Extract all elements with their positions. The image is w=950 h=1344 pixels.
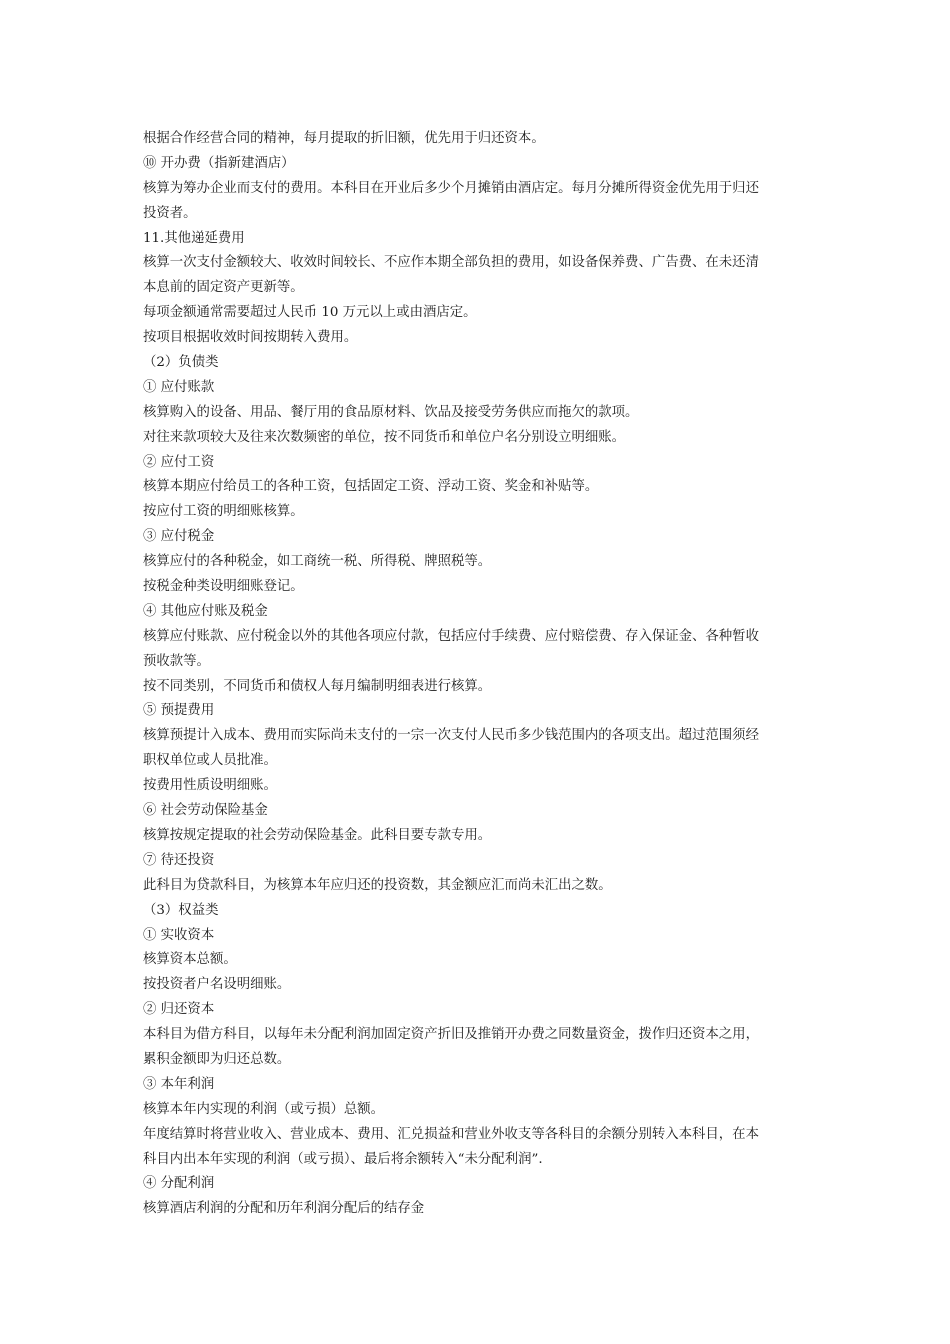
text-line: 核算本年内实现的利润（或亏损）总额。 (143, 1101, 385, 1117)
text-line: 按费用性质设明细账。 (143, 778, 277, 794)
text-line: 此科目为贷款科目，为核算本年应归还的投资数，其金额应汇而尚未汇出之数。 (143, 877, 612, 893)
text-line: 投资者。 (143, 205, 197, 221)
text-line: 核算购入的设备、用品、餐厅用的食品原材料、饮品及接受劳务供应而拖欠的款项。 (143, 404, 639, 420)
item-heading: ⑩ 开办费（指新建酒店） (143, 155, 295, 171)
text-line: 按应付工资的明细账核算。 (143, 504, 304, 520)
text-line: 核算本期应付给员工的各种工资，包括固定工资、浮动工资、奖金和补贴等。 (143, 479, 599, 495)
text-line: 核算酒店利润的分配和历年利润分配后的结存金 (143, 1201, 425, 1217)
item-heading: ④ 其他应付账及税金 (143, 603, 268, 619)
text-line: 核算应付的各种税金，如工商统一税、所得税、牌照税等。 (143, 554, 492, 570)
text-line: 核算应付账款、应付税金以外的其他各项应付款，包括应付手续费、应付赔偿费、存入保证金、各种暂收 (143, 628, 759, 644)
text-line: 核算资本总额。 (143, 952, 237, 968)
text-line: 本科目为借方科目，以每年未分配利润加固定资产折旧及推销开办费之同数量资金，拨作归还资本之用， (143, 1027, 759, 1043)
text-line: 对往来款项较大及往来次数频密的单位，按不同货币和单位户名分别设立明细账。 (143, 429, 626, 445)
item-heading: ① 应付账款 (143, 379, 215, 395)
text-line: 职权单位或人员批准。 (143, 753, 277, 769)
text-line: 根据合作经营合同的精神，每月提取的折旧额，优先用于归还资本。 (143, 131, 545, 146)
text-line: 核算预提计入成本、费用而实际尚未支付的一宗一次支付人民币多少钱范围内的各项支出。超过范围须经 (143, 728, 759, 744)
item-heading: ⑦ 待还投资 (143, 852, 215, 868)
item-heading: ⑤ 预提费用 (143, 703, 215, 719)
item-heading: ① 实收资本 (143, 927, 215, 943)
text-line: 每项金额通常需要超过人民币 10 万元以上或由酒店定。 (143, 305, 477, 321)
text-line: 按税金种类设明细账登记。 (143, 579, 304, 595)
text-line: 核算按规定提取的社会劳动保险基金。此科目要专款专用。 (143, 827, 492, 843)
text-line: 本息前的固定资产更新等。 (143, 280, 304, 296)
text-line: 累积金额即为归还总数。 (143, 1051, 291, 1067)
text-line: 按项目根据收效时间按期转入费用。 (143, 330, 358, 346)
text-line: 预收款等。 (143, 653, 210, 669)
section-heading: （3）权益类 (143, 902, 219, 918)
text-line: 科目内出本年实现的利润（或亏损）、最后将余额转入“未分配利润”. (143, 1151, 543, 1167)
text-line: 按投资者户名设明细账。 (143, 977, 291, 993)
item-heading: ② 应付工资 (143, 454, 215, 470)
item-heading: ⑥ 社会劳动保险基金 (143, 803, 268, 819)
item-heading: ④ 分配利润 (143, 1176, 215, 1192)
item-heading: 11.其他递延费用 (143, 230, 245, 246)
document-body (143, 127, 811, 1222)
text-line: 按不同类别，不同货币和债权人每月编制明细表进行核算。 (143, 678, 492, 694)
item-heading: ② 归还资本 (143, 1002, 215, 1018)
section-heading: （2）负债类 (143, 355, 219, 371)
text-line: 年度结算时将营业收入、营业成本、费用、汇兑损益和营业外收支等各科目的余额分别转入本科目，在本 (143, 1126, 759, 1142)
item-heading: ③ 应付税金 (143, 529, 215, 545)
text-line: 核算为筹办企业而支付的费用。本科目在开业后多少个月摊销由酒店定。每月分摊所得资金优先用于归还 (143, 180, 759, 196)
text-line: 核算一次支付金额较大、收效时间较长、不应作本期全部负担的费用，如设备保养费、广告费、在未还清 (143, 255, 759, 271)
item-heading: ③ 本年利润 (143, 1076, 215, 1092)
